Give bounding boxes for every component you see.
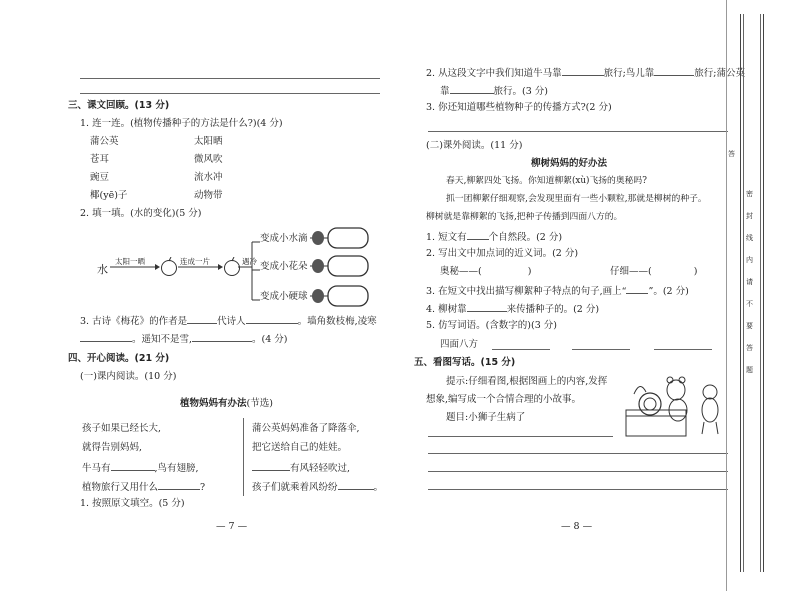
plant-2: 苍耳 bbox=[90, 154, 110, 165]
poem-divider bbox=[243, 418, 244, 496]
method-2: 微风吹 bbox=[194, 154, 223, 165]
step-cold: 遇冷 bbox=[242, 257, 257, 266]
reading-q4: 4. 柳树靠 来传播种子的。(2 分) bbox=[426, 304, 600, 315]
step-sun: 太阳一晒 bbox=[115, 257, 145, 266]
reading-q3: 3. 在短文中找出描写柳絮种子特点的句子,画上“ ”。(2 分) bbox=[426, 286, 689, 297]
story-paragraph-1: 春天,柳絮四处飞扬。你知道柳絮(xù)飞扬的奥秘吗? bbox=[446, 176, 647, 186]
apple-icon bbox=[223, 257, 241, 277]
question-plum-poem-2: 。遥知不是雪, 。(4 分) bbox=[80, 332, 288, 345]
poem-line: 孩子们就乘着风纷纷 。 bbox=[252, 482, 384, 493]
reading-q1: 1. 短文有 个自然段。(2 分) bbox=[426, 232, 563, 243]
poem-line: 牛马有 ,鸟有翅膀, bbox=[82, 463, 199, 474]
page-number-7: — 7 — bbox=[216, 521, 248, 532]
section3-title: 三、课文回顾。(13 分) bbox=[68, 100, 170, 111]
writing-tip-1: 提示:仔细看图,根据图画上的内容,发挥 bbox=[446, 376, 608, 387]
binding-text: 要 bbox=[746, 322, 753, 330]
writing-topic: 题目:小狮子生病了 bbox=[446, 412, 526, 423]
poem-line: 就得告别妈妈, bbox=[82, 442, 143, 453]
question-connect: 1. 连一连。(植物传播种子的方法是什么?)(4 分) bbox=[80, 118, 283, 129]
binding-text: 答 bbox=[728, 150, 735, 158]
question-other-methods: 3. 你还知道哪些植物种子的传播方式?(2 分) bbox=[426, 102, 612, 113]
method-1: 太阳晒 bbox=[194, 136, 223, 147]
reading-q2-answer-1: 奥秘——( ) bbox=[440, 266, 532, 277]
question-plum-poem: 3. 古诗《梅花》的作者是 代诗人 。墙角数枝梅,凌寒 bbox=[80, 316, 377, 327]
reading-q5: 5. 仿写词语。(含数字的)(3 分) bbox=[426, 320, 557, 331]
binding-text: 封 bbox=[746, 212, 753, 220]
part2-label: (二)课外阅读。(11 分) bbox=[426, 140, 523, 151]
page-number-8: — 8 — bbox=[561, 521, 593, 532]
binding-strip bbox=[740, 14, 764, 572]
story-paragraph-2b: 柳树就是靠柳絮的飞扬,把种子传播到四面八方的。 bbox=[426, 212, 623, 222]
poem-line: 把它送给自己的娃娃。 bbox=[252, 442, 348, 453]
poem-line: 植物旅行又用什么 ? bbox=[82, 482, 206, 493]
plant-3: 豌豆 bbox=[90, 172, 110, 183]
binding-text: 请 bbox=[746, 278, 753, 286]
sick-lion-illustration bbox=[620, 372, 728, 440]
binding-text: 内 bbox=[746, 256, 753, 264]
method-3: 流水冲 bbox=[194, 172, 223, 183]
become-hailstone: 变成小硬球 bbox=[260, 291, 308, 302]
become-flower: 变成小花朵 bbox=[260, 261, 308, 272]
reading-q2-answer-2: 仔细——( ) bbox=[610, 266, 698, 277]
binding-text: 不 bbox=[746, 300, 753, 308]
poem-line: 蒲公英妈妈准备了降落伞, bbox=[252, 423, 360, 434]
reading-q5-example: 四面八方 bbox=[440, 339, 479, 350]
method-4: 动物带 bbox=[194, 190, 223, 201]
part1-label: (一)课内阅读。(10 分) bbox=[80, 371, 177, 382]
question-travel-2: 靠 旅行。(3 分) bbox=[440, 86, 548, 97]
binding-text: 密 bbox=[746, 190, 753, 198]
section4-title: 四、开心阅读。(21 分) bbox=[68, 353, 170, 364]
apple-icon bbox=[160, 257, 178, 277]
become-droplet: 变成小水滴 bbox=[260, 233, 308, 244]
plant-4: 椰(yē)子 bbox=[90, 190, 128, 201]
question-travel: 2. 从这段文字中我们知道牛马靠 旅行;鸟儿靠 旅行;蒲公英 bbox=[426, 68, 745, 79]
question-fill-original: 1. 按照原文填空。(5 分) bbox=[80, 498, 185, 509]
story-paragraph-2: 抓一团柳絮仔细观察,会发现里面有一些小颗粒,那就是柳树的种子。 bbox=[446, 194, 707, 204]
section5-title: 五、看图写话。(15 分) bbox=[414, 357, 516, 368]
binding-text: 线 bbox=[746, 234, 753, 242]
reading-q2: 2. 写出文中加点词的近义词。(2 分) bbox=[426, 248, 579, 259]
poem-title: 植物妈妈有办法(节选) bbox=[180, 398, 273, 409]
water-label: 水 bbox=[97, 263, 108, 276]
binding-text: 答 bbox=[746, 344, 753, 352]
poem-line: 有风轻轻吹过, bbox=[252, 461, 350, 474]
question-fill-water: 2. 填一填。(水的变化)(5 分) bbox=[80, 208, 202, 219]
step-connect: 连成一片 bbox=[180, 257, 210, 266]
story-title: 柳树妈妈的好办法 bbox=[531, 158, 608, 169]
poem-line: 孩子如果已经长大, bbox=[82, 423, 162, 434]
binding-text: 题 bbox=[746, 366, 753, 374]
plant-1: 蒲公英 bbox=[90, 136, 119, 147]
writing-tip-2: 想象,编写成一个合情合理的小故事。 bbox=[426, 394, 582, 405]
